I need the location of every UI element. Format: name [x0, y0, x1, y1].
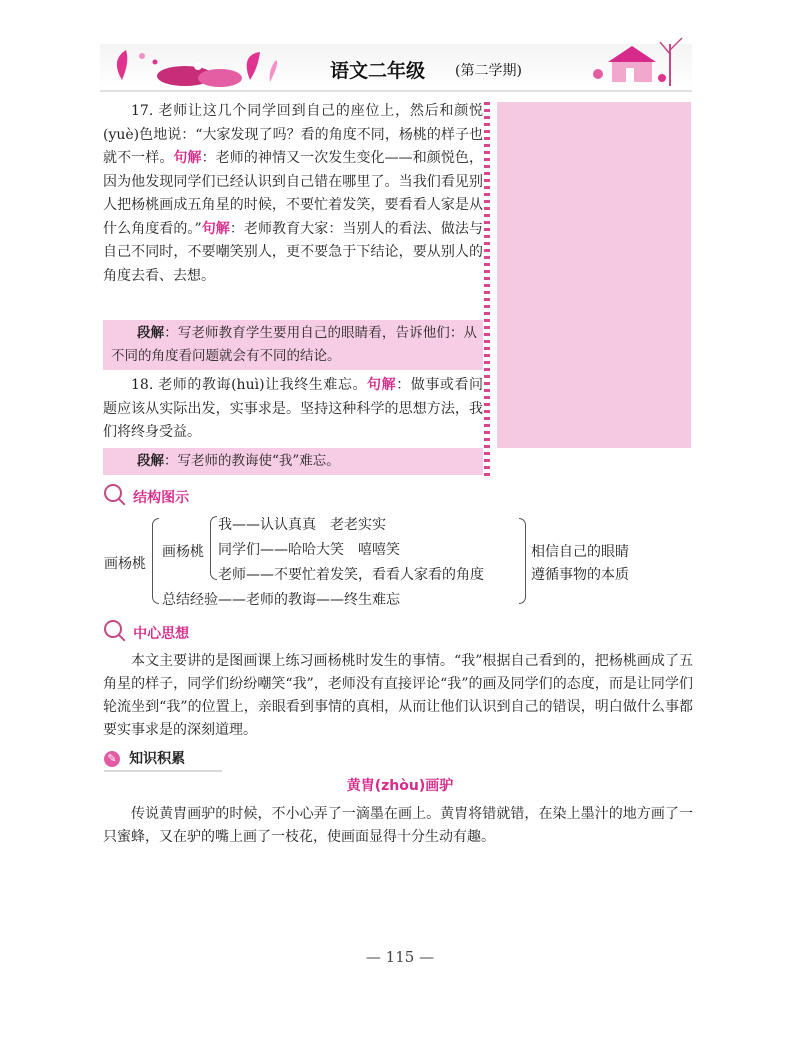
diagram-row-2: 同学们——哈哈大笑 嘻嘻笑 — [218, 542, 400, 558]
magnifier-icon — [104, 620, 122, 638]
diagram-brace-inner — [210, 516, 217, 580]
paragraph-note-text: ：写老师教育学生要用自己的眼睛看，告诉他们：从不同的角度看问题就会有不同的结论。 — [111, 325, 478, 364]
diagram-right-1: 相信自己的眼睛 — [531, 544, 629, 560]
sentence-note-label: 句解 — [367, 377, 397, 393]
book-subtitle: (第二学期) — [455, 63, 522, 79]
paragraph-18 — [103, 374, 483, 445]
paragraph-note-label: 段解 — [137, 453, 164, 469]
knowledge-badge-icon: ✎ — [104, 751, 120, 767]
central-idea-heading — [104, 620, 189, 643]
sentence-note-label: 句解 — [201, 220, 230, 237]
story-title: 黄胄(zhòu)画驴 — [346, 778, 454, 794]
structure-heading-text: 结构图示 — [133, 490, 190, 506]
structure-heading — [104, 484, 189, 507]
diagram-brace-outer — [152, 518, 159, 604]
central-idea-text: 本文主要讲的是图画课上练习画杨桃时发生的事情。“我”根据自己看到的，把杨桃画成了五角星的样子，同学们纷纷嘲笑“我”，老师没有直接评论“我”的画及同学们的态度，而是让同学们轮流坐到“我”的位置上，亲眼看到事情的真相，从而让他们认识到自己的错误，明白做什么事都要实事求是的深刻道理。 — [103, 653, 693, 738]
paragraph-18-text-a: 18. 老师的教诲(huì)让我终生难忘。 — [131, 377, 368, 393]
diagram-row-1: 我——认认真真 老老实实 — [218, 517, 386, 533]
diagram-row-4: 总结经验——老师的教诲——终生难忘 — [162, 592, 400, 608]
diagram-row-3: 老师——不要忙着发笑，看看人家看的角度 — [218, 567, 484, 583]
book-title: 语文二年级 — [330, 60, 426, 82]
sentence-note-label: 句解 — [173, 150, 202, 166]
paragraph-note-box-17 — [103, 320, 483, 370]
diagram-brace-right — [519, 518, 526, 604]
paragraph-17 — [103, 100, 483, 288]
paragraph-18-text-b: ：做事或看问题应该从实际出发，实事求是。坚持这种科学的思想方法，我们将终身受益。 — [103, 377, 484, 440]
diagram-root: 画杨桃 — [104, 556, 146, 572]
central-idea-heading-text: 中心思想 — [133, 626, 190, 642]
knowledge-heading-text: 知识积累 — [129, 751, 186, 767]
flower-decoration-icon — [100, 40, 290, 92]
diagram-right-2: 遵循事物的本质 — [531, 567, 629, 583]
page-number: — 115 — — [365, 948, 435, 966]
story-text: 传说黄胄画驴的时候，不小心弄了一滴墨在画上。黄胄将错就错，在染上墨汁的地方画了一只蜜蜂，又在驴的嘴上画了一枝花，使画面显得十分生动有趣。 — [103, 806, 693, 845]
magnifier-icon — [104, 484, 122, 502]
house-tree-decoration-icon — [590, 30, 695, 92]
paragraph-17-text-a: 17. 老师让这几个同学回到自己的座位上，然后和颜悦(yuè)色地说：“大家发现了吗？看的角度不同，杨桃的样子也就不一样。 — [103, 103, 483, 166]
dotted-divider — [484, 102, 490, 477]
paragraph-note-box-18 — [103, 448, 483, 475]
paragraph-note-label: 段解 — [137, 325, 165, 341]
diagram-mid: 画杨桃 — [162, 544, 204, 560]
knowledge-heading — [104, 748, 222, 772]
paragraph-17-text-c: ：老师教育大家：当别人的看法、做法与自己不同时，不要嘲笑别人，更不要急于下结论，要从别人的角度去看、去想。 — [103, 220, 483, 284]
paragraph-17-text-b: ：老师的神情又一次发生变化——和颜悦色，因为他发现同学们已经认识到自己错在哪里了。当我们看见别人把杨桃画成五角星的时候，不要忙着发笑，要看看人家是从什么角度看的。” — [103, 150, 484, 237]
side-note-panel — [497, 102, 691, 448]
paragraph-note-text: ：写老师的教诲使“我”难忘。 — [164, 453, 340, 469]
